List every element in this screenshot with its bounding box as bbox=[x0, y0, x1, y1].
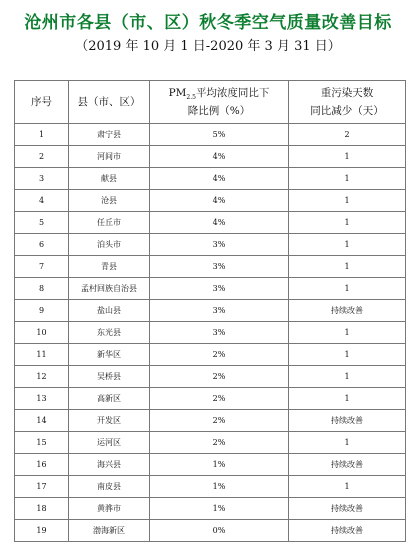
cell-pm25-ratio: 2% bbox=[150, 410, 289, 432]
table-row bbox=[15, 476, 406, 498]
cell-no: 3 bbox=[15, 168, 69, 190]
cell-no: 15 bbox=[15, 432, 69, 454]
cell-days-reduction: 持续改善 bbox=[289, 520, 406, 542]
cell-pm25-ratio: 4% bbox=[150, 168, 289, 190]
cell-no: 17 bbox=[15, 476, 69, 498]
cell-no: 5 bbox=[15, 212, 69, 234]
cell-pm25-ratio: 1% bbox=[150, 498, 289, 520]
cell-pm25-ratio: 3% bbox=[150, 300, 289, 322]
cell-no: 16 bbox=[15, 454, 69, 476]
cell-pm25-ratio: 2% bbox=[150, 366, 289, 388]
cell-county: 孟村回族自治县 bbox=[69, 278, 150, 300]
table-row bbox=[15, 234, 406, 256]
cell-pm25-ratio: 3% bbox=[150, 256, 289, 278]
cell-county: 高新区 bbox=[69, 388, 150, 410]
table-row bbox=[15, 168, 406, 190]
cell-pm25-ratio: 1% bbox=[150, 476, 289, 498]
cell-pm25-ratio: 3% bbox=[150, 322, 289, 344]
cell-no: 12 bbox=[15, 366, 69, 388]
cell-no: 13 bbox=[15, 388, 69, 410]
table-row bbox=[15, 300, 406, 322]
cell-pm25-ratio: 2% bbox=[150, 432, 289, 454]
cell-county: 献县 bbox=[69, 168, 150, 190]
header-pm25-ratio bbox=[150, 81, 289, 124]
header-pm-label: PM bbox=[168, 87, 187, 99]
header-county: 县（市、区） bbox=[69, 81, 150, 124]
cell-days-reduction: 1 bbox=[289, 234, 406, 256]
cell-pm25-ratio: 3% bbox=[150, 234, 289, 256]
cell-no: 1 bbox=[15, 124, 69, 146]
cell-no: 19 bbox=[15, 520, 69, 542]
table-row bbox=[15, 146, 406, 168]
cell-days-reduction: 1 bbox=[289, 212, 406, 234]
cell-pm25-ratio: 2% bbox=[150, 388, 289, 410]
table-row bbox=[15, 432, 406, 454]
table-row bbox=[15, 124, 406, 146]
header-heavy-pollution-days bbox=[289, 81, 406, 124]
table-row bbox=[15, 366, 406, 388]
cell-no: 18 bbox=[15, 498, 69, 520]
cell-days-reduction: 1 bbox=[289, 432, 406, 454]
cell-county: 吴桥县 bbox=[69, 366, 150, 388]
cell-days-reduction: 1 bbox=[289, 476, 406, 498]
cell-county: 运河区 bbox=[69, 432, 150, 454]
table-row bbox=[15, 344, 406, 366]
cell-county: 青县 bbox=[69, 256, 150, 278]
cell-days-reduction: 持续改善 bbox=[289, 300, 406, 322]
cell-county: 新华区 bbox=[69, 344, 150, 366]
cell-no: 7 bbox=[15, 256, 69, 278]
cell-days-reduction: 1 bbox=[289, 388, 406, 410]
header-ratio-line2: 降比例（%） bbox=[187, 105, 251, 117]
table-row bbox=[15, 520, 406, 542]
cell-no: 11 bbox=[15, 344, 69, 366]
cell-days-reduction: 1 bbox=[289, 190, 406, 212]
cell-county: 任丘市 bbox=[69, 212, 150, 234]
header-days-line1: 重污染天数 bbox=[320, 87, 374, 99]
cell-days-reduction: 持续改善 bbox=[289, 410, 406, 432]
page-title: 沧州市各县（市、区）秋冬季空气质量改善目标 bbox=[24, 13, 392, 33]
cell-county: 泊头市 bbox=[69, 234, 150, 256]
cell-county: 黄骅市 bbox=[69, 498, 150, 520]
header-pm-subscript: 2.5 bbox=[186, 94, 196, 102]
cell-days-reduction: 1 bbox=[289, 278, 406, 300]
page-subtitle: （2019 年 10 月 1 日-2020 年 3 月 31 日） bbox=[75, 39, 341, 54]
cell-county: 盐山县 bbox=[69, 300, 150, 322]
cell-days-reduction: 持续改善 bbox=[289, 454, 406, 476]
cell-county: 沧县 bbox=[69, 190, 150, 212]
cell-no: 8 bbox=[15, 278, 69, 300]
cell-no: 2 bbox=[15, 146, 69, 168]
table-row bbox=[15, 212, 406, 234]
cell-days-reduction: 1 bbox=[289, 366, 406, 388]
table-row bbox=[15, 498, 406, 520]
table-row bbox=[15, 388, 406, 410]
cell-no: 6 bbox=[15, 234, 69, 256]
cell-days-reduction: 1 bbox=[289, 146, 406, 168]
cell-days-reduction: 1 bbox=[289, 168, 406, 190]
header-ratio-line1: 平均浓度同比下 bbox=[195, 87, 270, 99]
cell-pm25-ratio: 2% bbox=[150, 344, 289, 366]
cell-pm25-ratio: 4% bbox=[150, 146, 289, 168]
cell-no: 9 bbox=[15, 300, 69, 322]
table-row bbox=[15, 256, 406, 278]
cell-days-reduction: 1 bbox=[289, 256, 406, 278]
cell-days-reduction: 1 bbox=[289, 322, 406, 344]
cell-pm25-ratio: 0% bbox=[150, 520, 289, 542]
cell-days-reduction: 2 bbox=[289, 124, 406, 146]
cell-pm25-ratio: 1% bbox=[150, 454, 289, 476]
header-no: 序号 bbox=[15, 81, 69, 124]
cell-no: 14 bbox=[15, 410, 69, 432]
targets-table bbox=[14, 80, 406, 542]
cell-county: 南皮县 bbox=[69, 476, 150, 498]
table-row bbox=[15, 454, 406, 476]
table-header-row bbox=[15, 81, 406, 124]
cell-no: 10 bbox=[15, 322, 69, 344]
cell-county: 渤海新区 bbox=[69, 520, 150, 542]
cell-county: 河间市 bbox=[69, 146, 150, 168]
cell-county: 海兴县 bbox=[69, 454, 150, 476]
cell-county: 东光县 bbox=[69, 322, 150, 344]
cell-days-reduction: 1 bbox=[289, 344, 406, 366]
cell-no: 4 bbox=[15, 190, 69, 212]
cell-county: 肃宁县 bbox=[69, 124, 150, 146]
cell-pm25-ratio: 5% bbox=[150, 124, 289, 146]
table-row bbox=[15, 322, 406, 344]
header-days-line2: 同比减少（天） bbox=[310, 105, 384, 117]
cell-pm25-ratio: 4% bbox=[150, 190, 289, 212]
table-row bbox=[15, 190, 406, 212]
table-row bbox=[15, 410, 406, 432]
cell-pm25-ratio: 3% bbox=[150, 278, 289, 300]
cell-pm25-ratio: 4% bbox=[150, 212, 289, 234]
cell-county: 开发区 bbox=[69, 410, 150, 432]
cell-days-reduction: 持续改善 bbox=[289, 498, 406, 520]
table-row bbox=[15, 278, 406, 300]
